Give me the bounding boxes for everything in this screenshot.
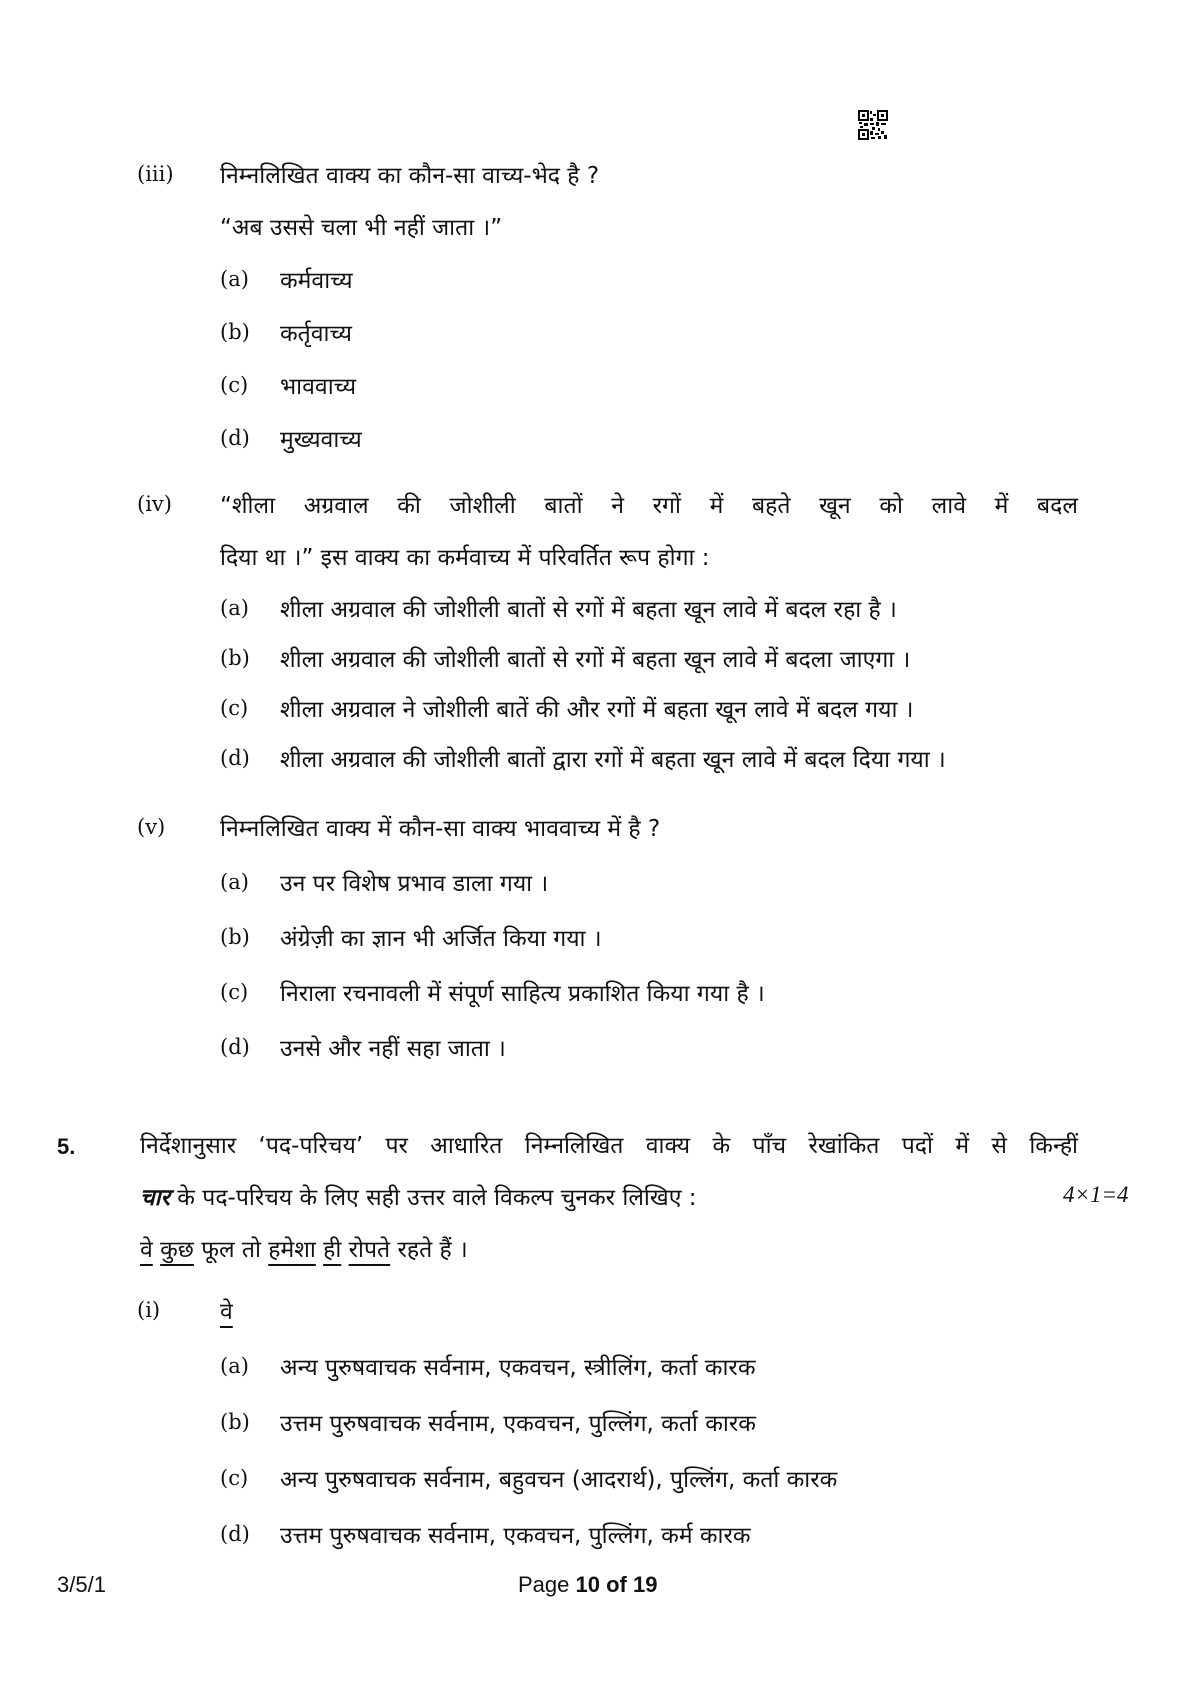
underlined-word: ही <box>323 1237 342 1263</box>
instruction-bold-word: चार <box>140 1185 170 1211</box>
option-text: अंग्रेज़ी का ज्ञान भी अर्जित किया गया । <box>280 926 602 952</box>
option-label: (a) <box>220 596 249 620</box>
paper-code: 3/5/1 <box>57 1572 106 1597</box>
option-text: अन्य पुरुषवाचक सर्वनाम, बहुवचन (आदरार्थ), पुल्लिंग, कर्ता कारक <box>280 1467 838 1493</box>
question-number-5: 5. <box>57 1134 76 1159</box>
option-text: उन पर विशेष प्रभाव डाला गया । <box>280 871 549 897</box>
option-text: उनसे और नहीं सहा जाता । <box>280 1036 506 1062</box>
page-prefix: Page <box>518 1572 576 1597</box>
option-label: (b) <box>220 646 250 670</box>
plain-text: फूल तो <box>193 1237 269 1263</box>
option-text: उत्तम पुरुषवाचक सर्वनाम, एकवचन, पुल्लिंग, कर्म कारक <box>280 1523 751 1549</box>
page-current: 10 <box>575 1572 600 1597</box>
option-text: अन्य पुरुषवाचक सर्वनाम, एकवचन, स्त्रीलिंग, कर्ता कारक <box>280 1355 756 1381</box>
option-label: (d) <box>220 1035 250 1059</box>
option-text: शीला अग्रवाल की जोशीली बातों से रगों में बहता खून लावे में बदला जाएगा । <box>280 647 911 673</box>
question-label-iv: (iv) <box>137 492 172 516</box>
option-text: मुख्यवाच्य <box>280 427 362 453</box>
option-label: (d) <box>220 1522 250 1546</box>
option-label: (b) <box>220 1410 250 1434</box>
option-text: शीला अग्रवाल ने जोशीली बातें की और रगों में बहता खून लावे में बदल गया । <box>280 697 914 723</box>
underlined-word: रोपते <box>348 1237 391 1263</box>
option-text: कर्मवाच्य <box>280 268 353 294</box>
option-label: (b) <box>220 925 250 949</box>
option-text: कर्तृवाच्य <box>280 321 352 347</box>
option-text: निराला रचनावली में संपूर्ण साहित्य प्रकाशित किया गया है । <box>280 981 765 1007</box>
question-iv-line2: दिया था ।” इस वाक्य का कर्मवाच्य में परिवर्तित रूप होगा : <box>220 545 710 571</box>
question-iii-quote: “अब उससे चला भी नहीं जाता ।” <box>220 215 503 241</box>
option-label: (a) <box>220 870 249 894</box>
option-label: (a) <box>220 267 249 291</box>
option-label: (c) <box>220 373 249 397</box>
page-total: 19 <box>632 1572 658 1597</box>
option-text: भाववाच्य <box>280 374 357 400</box>
question-iv-line1: “शीला अग्रवाल की जोशीली बातों ने रगों में बहते खून को लावे में बदल <box>220 493 1078 519</box>
option-label: (c) <box>220 980 249 1004</box>
question-label-v: (v) <box>137 815 166 839</box>
option-label: (b) <box>220 320 250 344</box>
option-label: (d) <box>220 426 250 450</box>
instruction-rest: के पद-परिचय के लिए सही उत्तर वाले विकल्प चुनकर लिखिए : <box>169 1185 697 1211</box>
question-label-iii: (iii) <box>137 162 174 186</box>
option-text: शीला अग्रवाल की जोशीली बातों द्वारा रगों में बहता खून लावे में बदल दिया गया । <box>280 747 946 773</box>
question-5-instruction-line1: निर्देशानुसार ‘पद-परिचय’ पर आधारित निम्नलिखित वाक्य के पाँच रेखांकित पदों में से किन्हीं <box>140 1133 1078 1159</box>
subquestion-word: वे <box>220 1299 233 1325</box>
option-label: (c) <box>220 696 249 720</box>
option-text: शीला अग्रवाल की जोशीली बातों से रगों में बहता खून लावे में बदल रहा है । <box>280 597 897 623</box>
page-of: of <box>599 1572 633 1597</box>
page-number <box>518 1572 657 1598</box>
plain-text: रहते हैं । <box>390 1237 468 1263</box>
option-label: (d) <box>220 746 250 770</box>
marks-allocation: 4×1=4 <box>1063 1182 1129 1207</box>
underlined-sentence <box>140 1232 468 1264</box>
underlined-word: कुछ <box>160 1237 194 1263</box>
question-label-i: (i) <box>137 1298 161 1322</box>
option-label: (a) <box>220 1354 249 1378</box>
question-5-instruction-line2 <box>140 1180 697 1212</box>
question-iii-text: निम्नलिखित वाक्य का कौन-सा वाच्य-भेद है ? <box>220 163 600 189</box>
underlined-word: वे <box>140 1237 153 1263</box>
underlined-word: हमेशा <box>268 1237 316 1263</box>
option-text: उत्तम पुरुषवाचक सर्वनाम, एकवचन, पुल्लिंग, कर्ता कारक <box>280 1411 756 1437</box>
option-label: (c) <box>220 1466 249 1490</box>
question-v-text: निम्नलिखित वाक्य में कौन-सा वाक्य भाववाच्य में है ? <box>220 816 661 842</box>
qr-code-icon <box>858 110 888 140</box>
